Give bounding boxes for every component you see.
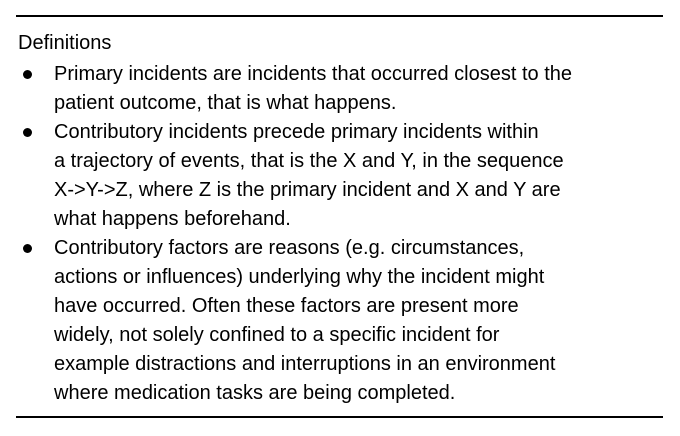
definition-line: a trajectory of events, that is the X and Y, in the sequence — [54, 150, 564, 172]
definition-item-contributory-incidents — [18, 118, 658, 234]
bullet-icon — [23, 244, 32, 253]
definition-line: actions or influences) underlying why the incident might — [54, 266, 545, 288]
definitions-box — [18, 29, 658, 408]
top-rule — [16, 15, 663, 17]
definition-line: example distractions and interruptions in an environment — [54, 353, 556, 375]
definition-line: widely, not solely confined to a specific incident for — [54, 324, 500, 346]
definitions-heading: Definitions — [18, 32, 112, 54]
definition-line: Contributory factors are reasons (e.g. circumstances, — [54, 237, 525, 259]
definition-line: Contributory incidents precede primary incidents within — [54, 121, 539, 143]
definition-line: X->Y->Z, where Z is the primary incident and X and Y are — [54, 179, 561, 201]
bottom-rule — [16, 416, 663, 418]
bullet-icon — [23, 70, 32, 79]
definition-line: patient outcome, that is what happens. — [54, 92, 397, 114]
definitions-list — [18, 60, 658, 408]
definition-item-primary-incidents — [18, 60, 658, 118]
bullet-icon — [23, 128, 32, 137]
definition-item-contributory-factors — [18, 234, 658, 408]
definition-line: what happens beforehand. — [54, 208, 291, 230]
definition-line: have occurred. Often these factors are present more — [54, 295, 519, 317]
definition-line: Primary incidents are incidents that occurred closest to the — [54, 63, 573, 85]
definition-line: where medication tasks are being completed. — [54, 382, 456, 404]
